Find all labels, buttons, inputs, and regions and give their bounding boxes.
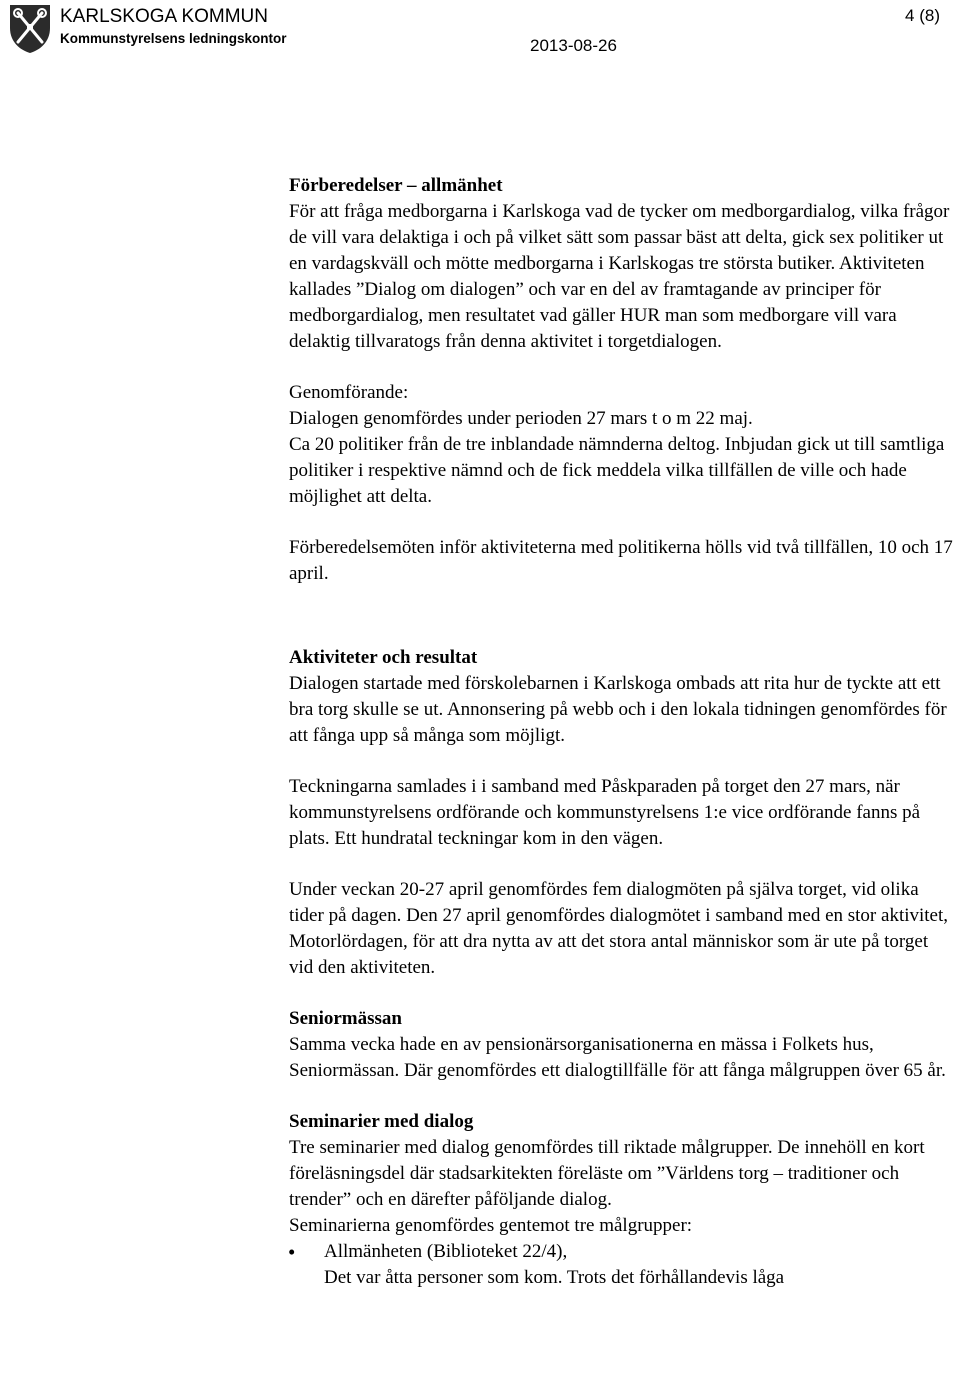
paragraph-seniormassan: Samma vecka hade en av pensionärsorganisationerna en mässa i Folkets hus, Seniormässan. Där genomfördes ett dialogtillfälle för att fånga målgruppen över 65 år. (289, 1034, 946, 1081)
list-item (289, 1239, 957, 1291)
paragraph-seminarier: Tre seminarier med dialog genomfördes till riktade målgrupper. De innehöll en kort föreläsningsdel där stadsarkitekten föreläste om ”Världens torg – traditioner och trender” och en därefter påföljande dialog. (289, 1137, 925, 1210)
organization-name: KARLSKOGA KOMMUN (60, 6, 268, 27)
list-item-title: • Allmänheten (Biblioteket 22/4), (324, 1241, 568, 1262)
heading-seniormassan: Seniormässan (289, 1008, 402, 1029)
paragraph-aktiviteter-1: Dialogen startade med förskolebarnen i Karlskoga ombads att rita hur de tyckte att ett bra torg skulle se ut. Annonsering på webb och i den lokala tidningen genomfördes för att fånga upp så många som möjligt. (289, 673, 947, 746)
heading-genomforande: Genomförande: (289, 382, 409, 403)
document-body (289, 173, 957, 1291)
list-item-text: Det var åtta personer som kom. Trots det förhållandevis låga (324, 1267, 785, 1288)
heading-forberedelser: Förberedelser – allmänhet (289, 175, 503, 196)
heading-seminarier: Seminarier med dialog (289, 1111, 474, 1132)
paragraph-aktiviteter-3: Under veckan 20-27 april genomfördes fem dialogmöten på själva torget, vid olika tider på dagen. Den 27 april genomfördes dialogmötet i samband med en stor aktivitet, Motorlördagen, för att dra nytta av att det stora antal människor som är ute på torget vid den aktiviteten. (289, 879, 949, 978)
document-header (0, 0, 960, 70)
paragraph-politiker: Ca 20 politiker från de tre inblandade nämnderna deltog. Inbjudan gick ut till samtliga politiker i respektive nämnd och de fick meddela vilka tillfällen de ville och hade möjlighet att delta. (289, 434, 945, 507)
karlskoga-crest-icon (6, 2, 54, 54)
paragraph-aktiviteter-2: Teckningarna samlades i i samband med Påskparaden på torget den 27 mars, när kommunstyrelsens ordförande och kommunstyrelsens 1:e vice ordförande fanns på plats. Ett hundratal teckningar kom in den vägen. (289, 776, 921, 849)
paragraph-dialog-period: Dialogen genomfördes under perioden 27 mars t o m 22 maj. (289, 408, 753, 429)
paragraph-forberedelsemoten: Förberedelsemöten inför aktiviteterna med politikerna hölls vid två tillfällen, 10 och 17 april. (289, 537, 953, 584)
paragraph-forberedelser: För att fråga medborgarna i Karlskoga vad de tycker om medborgardialog, vilka frågor de vill vara delaktiga i och på vilket sätt som passar bäst att delta, gick sex politiker ut en vardagskväll och mötte medborgarna i Karlskogas tre största butiker. Aktiviteten kallades ”Dialog om dialogen” och var en del av framtagande av principer för medborgardialog, men resultatet vad gäller HUR man som medborgare vill vara delaktig tillvaratogs från denna aktivitet i torgetdialogen. (289, 201, 950, 352)
page-number: 4 (8) (905, 6, 940, 25)
paragraph-seminarier-intro: Seminarierna genomfördes gentemot tre målgrupper: (289, 1215, 693, 1236)
heading-aktiviteter: Aktiviteter och resultat (289, 647, 478, 668)
target-group-list (289, 1239, 957, 1291)
document-date: 2013-08-26 (530, 36, 617, 55)
department-name: Kommunstyrelsens ledningskontor (60, 31, 287, 46)
